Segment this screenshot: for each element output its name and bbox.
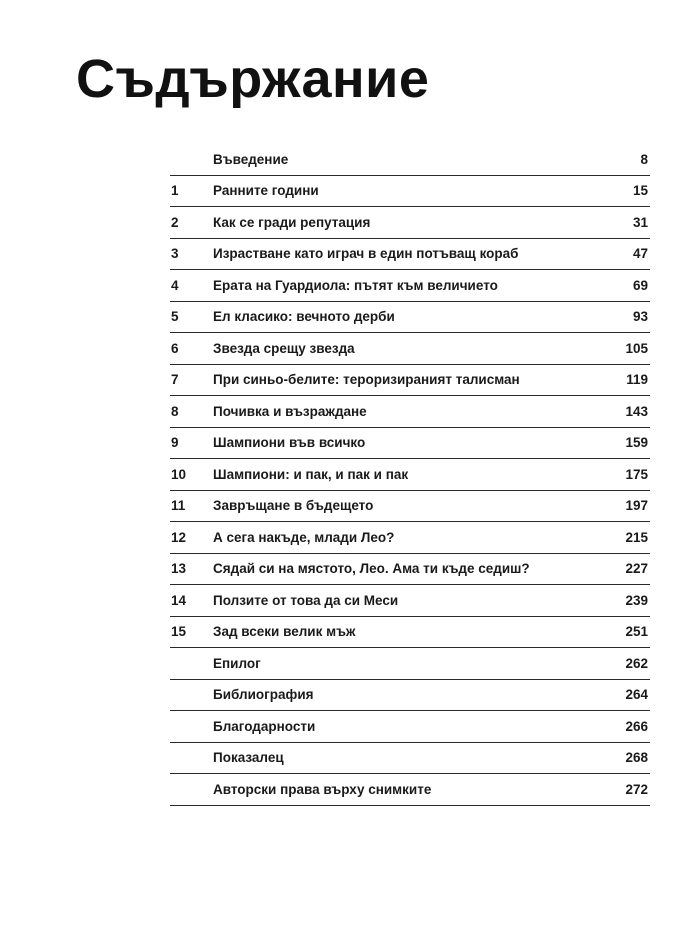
toc-entry xyxy=(170,680,650,712)
page-number: 266 xyxy=(625,718,648,734)
chapter-number: 3 xyxy=(171,246,179,262)
chapter-number: 1 xyxy=(171,183,179,199)
toc-entry xyxy=(170,239,650,271)
toc-entry xyxy=(170,302,650,334)
chapter-title: Шампиони: и пак, и пак и пак xyxy=(213,466,409,482)
toc-entry xyxy=(170,585,650,617)
chapter-number: 6 xyxy=(171,340,179,356)
page-number: 105 xyxy=(625,340,648,356)
chapter-title: Ерата на Гуардиола: пътят към величието xyxy=(213,277,498,293)
toc-entry xyxy=(170,617,650,649)
chapter-title: Звезда срещу звезда xyxy=(213,340,355,356)
page-number: 227 xyxy=(625,561,648,577)
page-number: 15 xyxy=(632,183,648,199)
toc-entry xyxy=(170,333,650,365)
page-number: 239 xyxy=(625,592,648,608)
chapter-title: Израстване като играч в един потъващ кораб xyxy=(213,246,519,262)
toc-entry xyxy=(170,743,650,775)
toc-entry xyxy=(170,396,650,428)
chapter-title: Зад всеки велик мъж xyxy=(213,624,356,640)
chapter-title: Показалец xyxy=(213,750,284,766)
chapter-title: Шампиони във всичко xyxy=(213,435,366,451)
toc-entry xyxy=(170,554,650,586)
chapter-number: 11 xyxy=(171,498,186,514)
page-title: Съдържание xyxy=(76,49,430,109)
chapter-number: 13 xyxy=(171,561,187,577)
chapter-number: 5 xyxy=(171,309,179,325)
page-number: 47 xyxy=(632,246,648,262)
toc-entry xyxy=(170,522,650,554)
page-number: 175 xyxy=(625,466,648,482)
toc-entry xyxy=(170,648,650,680)
chapter-number: 8 xyxy=(171,403,179,419)
page-number: 119 xyxy=(626,372,648,388)
page-number: 268 xyxy=(625,750,648,766)
chapter-title: Авторски права върху снимките xyxy=(213,781,432,797)
chapter-title: Завръщане в бъдещето xyxy=(213,498,374,514)
chapter-number: 9 xyxy=(171,435,179,451)
chapter-number: 15 xyxy=(171,624,187,640)
chapter-title: Сядай си на мястото, Лео. Ама ти къде седиш? xyxy=(213,561,530,577)
page-number: 251 xyxy=(625,624,648,640)
chapter-title: Ползите от това да си Меси xyxy=(213,592,399,608)
chapter-title: Ранните години xyxy=(213,183,319,199)
page-number: 69 xyxy=(632,277,648,293)
chapter-title: Почивка и възраждане xyxy=(213,403,367,419)
chapter-number: 12 xyxy=(171,529,187,545)
page-number: 262 xyxy=(625,655,648,671)
toc-entry xyxy=(170,270,650,302)
chapter-number: 2 xyxy=(171,214,179,230)
toc-entry xyxy=(170,774,650,806)
chapter-title: При синьо-белите: тероризираният талисман xyxy=(213,372,520,388)
chapter-title: Библиография xyxy=(213,687,314,703)
chapter-number: 7 xyxy=(171,372,179,388)
page-number: 159 xyxy=(625,435,648,451)
chapter-number: 4 xyxy=(171,277,179,293)
toc-entry xyxy=(170,711,650,743)
chapter-title: Ел класико: вечното дерби xyxy=(213,309,395,325)
page-number: 197 xyxy=(625,498,648,514)
toc-entry xyxy=(170,144,650,176)
page-number: 31 xyxy=(632,214,648,230)
page-number: 215 xyxy=(625,529,648,545)
table-of-contents xyxy=(170,144,650,806)
toc-entry xyxy=(170,428,650,460)
chapter-title: Как се гради репутация xyxy=(213,214,371,230)
chapter-number: 14 xyxy=(171,592,187,608)
page-number: 8 xyxy=(640,151,648,167)
chapter-title: А сега накъде, млади Лео? xyxy=(213,529,395,545)
chapter-title: Благодарности xyxy=(213,718,316,734)
page-number: 143 xyxy=(625,403,648,419)
toc-entry xyxy=(170,459,650,491)
chapter-number: 10 xyxy=(171,466,187,482)
chapter-title: Въведение xyxy=(213,151,289,167)
page-number: 93 xyxy=(632,309,648,325)
toc-entry xyxy=(170,207,650,239)
toc-entry xyxy=(170,176,650,208)
toc-entry xyxy=(170,365,650,397)
toc-entry xyxy=(170,491,650,523)
page-number: 272 xyxy=(625,781,648,797)
chapter-title: Епилог xyxy=(213,655,261,671)
page-number: 264 xyxy=(625,687,648,703)
